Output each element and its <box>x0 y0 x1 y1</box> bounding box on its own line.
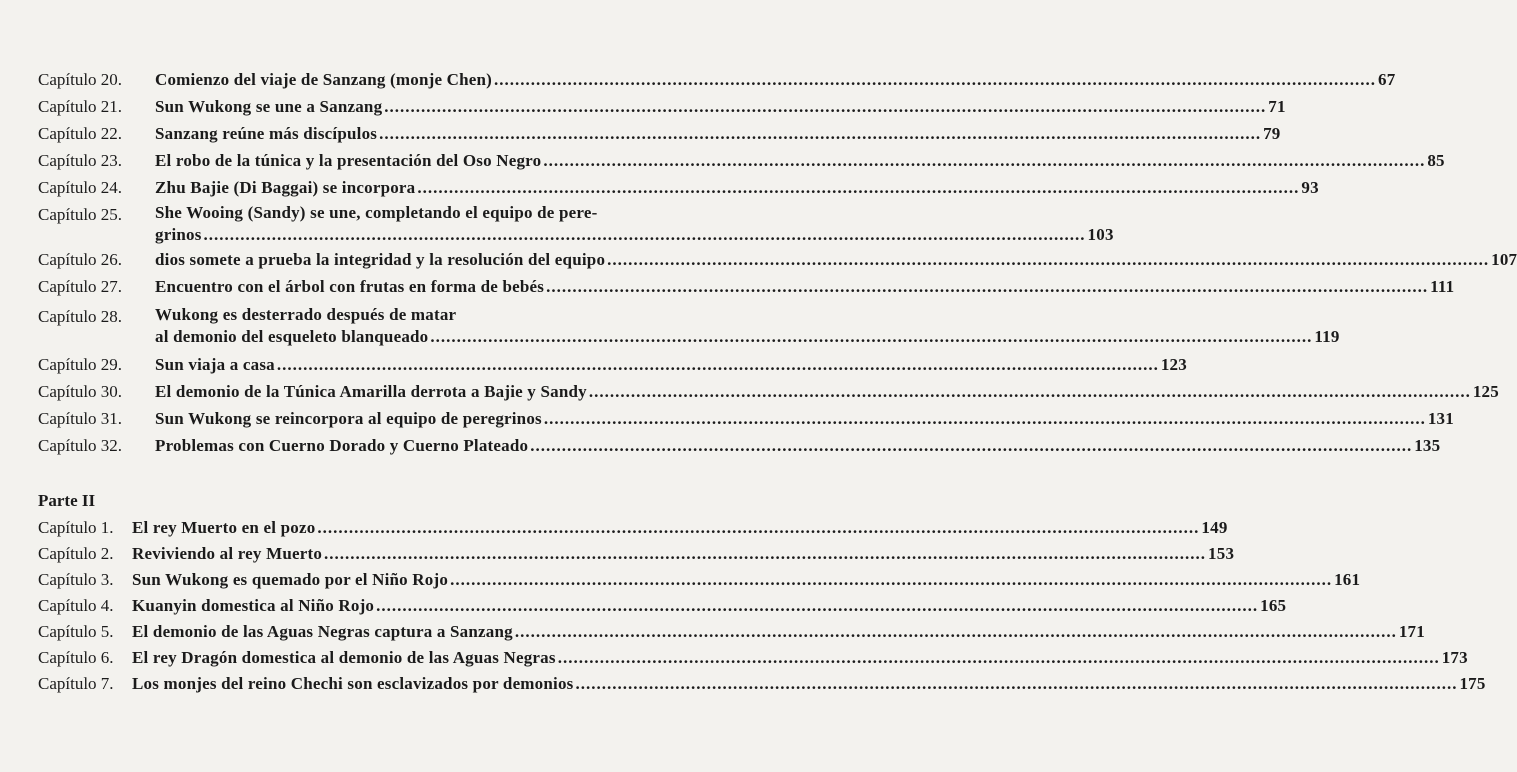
dot-leader <box>546 274 1428 300</box>
title-line <box>132 671 1486 697</box>
chapter-number: Capítulo 26. <box>38 250 123 269</box>
chapter-number: Capítulo 28. <box>38 307 123 326</box>
title-text: Los monjes del reino Chechi son esclavizados por demonios <box>132 674 574 693</box>
title-text: dios somete a prueba la integridad y la resolución del equipo <box>155 250 606 269</box>
dot-leader <box>494 67 1376 93</box>
title-line <box>155 67 1395 93</box>
page-number: 165 <box>1260 596 1287 615</box>
chapter-title <box>155 94 1286 120</box>
title-text: Problemas con Cuerno Dorado y Cuerno Plateado <box>155 436 529 455</box>
toc-entry <box>38 379 1499 405</box>
toc-entry <box>38 121 1281 147</box>
page-number: 71 <box>1268 97 1286 116</box>
dot-leader <box>543 148 1425 174</box>
page-number: 125 <box>1472 382 1499 401</box>
title-text: Sun Wukong se une a Sanzang <box>155 97 383 116</box>
part-2-heading: Parte II <box>38 491 96 510</box>
toc-entry <box>38 202 1114 246</box>
page-number: 119 <box>1314 327 1340 346</box>
dot-leader <box>417 175 1299 201</box>
chapter-number: Capítulo 22. <box>38 124 123 143</box>
chapter-title <box>155 304 1340 348</box>
chapter-number: Capítulo 1. <box>38 518 114 537</box>
toc-entry <box>38 67 1396 93</box>
title-line <box>132 593 1286 619</box>
dot-leader <box>430 326 1312 348</box>
title-line <box>155 94 1286 120</box>
page-number: 85 <box>1427 151 1445 170</box>
toc-entry <box>38 593 1287 619</box>
chapter-title <box>155 202 1114 246</box>
dot-leader <box>575 671 1457 697</box>
toc-entry <box>38 175 1319 201</box>
chapter-title <box>132 567 1360 593</box>
part-2-list <box>38 515 1486 697</box>
page-number: 107 <box>1491 250 1517 269</box>
page-number: 93 <box>1301 178 1319 197</box>
chapter-number: Capítulo 32. <box>38 436 123 455</box>
chapter-number: Capítulo 31. <box>38 409 123 428</box>
title-text: Comienzo del viaje de Sanzang (monje Chen) <box>155 70 493 89</box>
page-number: 171 <box>1398 622 1425 641</box>
chapter-title <box>155 175 1319 201</box>
title-text: Sanzang reúne más discípulos <box>155 124 378 143</box>
title-text: Sun viaja a casa <box>155 355 275 374</box>
title-line <box>155 247 1517 273</box>
chapter-title <box>155 379 1499 405</box>
chapter-title <box>132 515 1228 541</box>
title-text: Kuanyin domestica al Niño Rojo <box>132 596 375 615</box>
chapter-title <box>155 274 1454 300</box>
title-line <box>155 202 1114 224</box>
chapter-title <box>155 352 1187 378</box>
page-number: 111 <box>1430 277 1455 296</box>
chapter-title <box>155 406 1454 432</box>
dot-leader <box>384 94 1266 120</box>
chapter-number: Capítulo 20. <box>38 70 123 89</box>
chapter-title <box>155 121 1281 147</box>
toc-entry <box>38 671 1486 697</box>
page-number: 161 <box>1334 570 1361 589</box>
chapter-title <box>155 67 1395 93</box>
chapter-title <box>132 671 1486 697</box>
title-line <box>155 433 1440 459</box>
toc-entry <box>38 567 1361 593</box>
page-number: 67 <box>1378 70 1396 89</box>
title-line <box>155 352 1187 378</box>
title-line <box>155 148 1445 174</box>
dot-leader <box>376 593 1258 619</box>
title-line <box>132 541 1234 567</box>
chapter-title <box>132 645 1468 671</box>
title-text: Wukong es desterrado después de matar <box>155 305 457 324</box>
title-text: grinos <box>155 225 202 244</box>
dot-leader <box>607 247 1489 273</box>
dot-leader <box>530 433 1412 459</box>
chapter-number: Capítulo 29. <box>38 355 123 374</box>
chapter-title <box>132 541 1234 567</box>
title-line <box>155 406 1454 432</box>
toc-entry <box>38 515 1228 541</box>
title-line <box>132 567 1360 593</box>
chapter-title <box>132 619 1425 645</box>
toc-entry <box>38 304 1340 348</box>
page-number: 149 <box>1201 518 1228 537</box>
chapter-title <box>132 593 1286 619</box>
title-text: El robo de la túnica y la presentación del Oso Negro <box>155 151 542 170</box>
title-line <box>155 379 1499 405</box>
title-text: Sun Wukong es quemado por el Niño Rojo <box>132 570 449 589</box>
dot-leader <box>204 224 1086 246</box>
chapter-title <box>155 433 1440 459</box>
title-line <box>155 175 1319 201</box>
chapter-number: Capítulo 5. <box>38 622 114 641</box>
title-line <box>155 224 1114 246</box>
dot-leader <box>317 515 1199 541</box>
table-of-contents <box>38 67 1517 697</box>
title-line <box>155 274 1454 300</box>
title-text: Zhu Bajie (Di Baggai) se incorpora <box>155 178 416 197</box>
dot-leader <box>589 379 1471 405</box>
page-number: 135 <box>1414 436 1441 455</box>
toc-entry <box>38 274 1455 300</box>
title-text: El demonio de las Aguas Negras captura a Sanzang <box>132 622 513 641</box>
chapter-number: Capítulo 30. <box>38 382 123 401</box>
toc-entry <box>38 148 1445 174</box>
chapter-number: Capítulo 23. <box>38 151 123 170</box>
title-text: Sun Wukong se reincorpora al equipo de peregrinos <box>155 409 542 428</box>
toc-entry <box>38 247 1517 273</box>
chapter-title <box>155 247 1517 273</box>
toc-entry <box>38 433 1441 459</box>
page-number: 79 <box>1263 124 1281 143</box>
chapter-title <box>155 148 1445 174</box>
chapter-number: Capítulo 24. <box>38 178 123 197</box>
chapter-number: Capítulo 6. <box>38 648 114 667</box>
page-number: 123 <box>1160 355 1187 374</box>
page-number: 175 <box>1459 674 1486 693</box>
title-line <box>132 619 1425 645</box>
title-line <box>155 304 1340 326</box>
dot-leader <box>277 352 1159 378</box>
chapter-number: Capítulo 4. <box>38 596 114 615</box>
page-number: 103 <box>1087 225 1114 244</box>
chapter-number: Capítulo 7. <box>38 674 114 693</box>
title-text: Reviviendo al rey Muerto <box>132 544 323 563</box>
dot-leader <box>324 541 1206 567</box>
chapter-number: Capítulo 27. <box>38 277 123 296</box>
title-line <box>132 645 1468 671</box>
chapter-number: Capítulo 3. <box>38 570 114 589</box>
toc-entry <box>38 619 1425 645</box>
chapter-number: Capítulo 25. <box>38 205 123 224</box>
chapter-number: Capítulo 21. <box>38 97 123 116</box>
title-text: al demonio del esqueleto blanqueado <box>155 327 429 346</box>
toc-entry <box>38 406 1454 432</box>
dot-leader <box>558 645 1440 671</box>
page-number: 153 <box>1208 544 1235 563</box>
toc-entry <box>38 541 1235 567</box>
toc-entry <box>38 352 1187 378</box>
title-text: El demonio de la Túnica Amarilla derrota a Bajie y Sandy <box>155 382 587 401</box>
page-number: 173 <box>1441 648 1468 667</box>
title-text: El rey Dragón domestica al demonio de las Aguas Negras <box>132 648 556 667</box>
part-1-list <box>38 67 1517 459</box>
title-text: Encuentro con el árbol con frutas en forma de bebés <box>155 277 545 296</box>
title-line <box>132 515 1228 541</box>
dot-leader <box>515 619 1397 645</box>
page-number: 131 <box>1427 409 1454 428</box>
title-line <box>155 326 1340 348</box>
toc-entry <box>38 645 1468 671</box>
toc-entry <box>38 94 1286 120</box>
title-text: She Wooing (Sandy) se une, completando el equipo de pere- <box>155 203 598 222</box>
title-line <box>155 121 1281 147</box>
title-text: El rey Muerto en el pozo <box>132 518 316 537</box>
dot-leader <box>450 567 1332 593</box>
dot-leader <box>544 406 1426 432</box>
dot-leader <box>379 121 1261 147</box>
chapter-number: Capítulo 2. <box>38 544 114 563</box>
